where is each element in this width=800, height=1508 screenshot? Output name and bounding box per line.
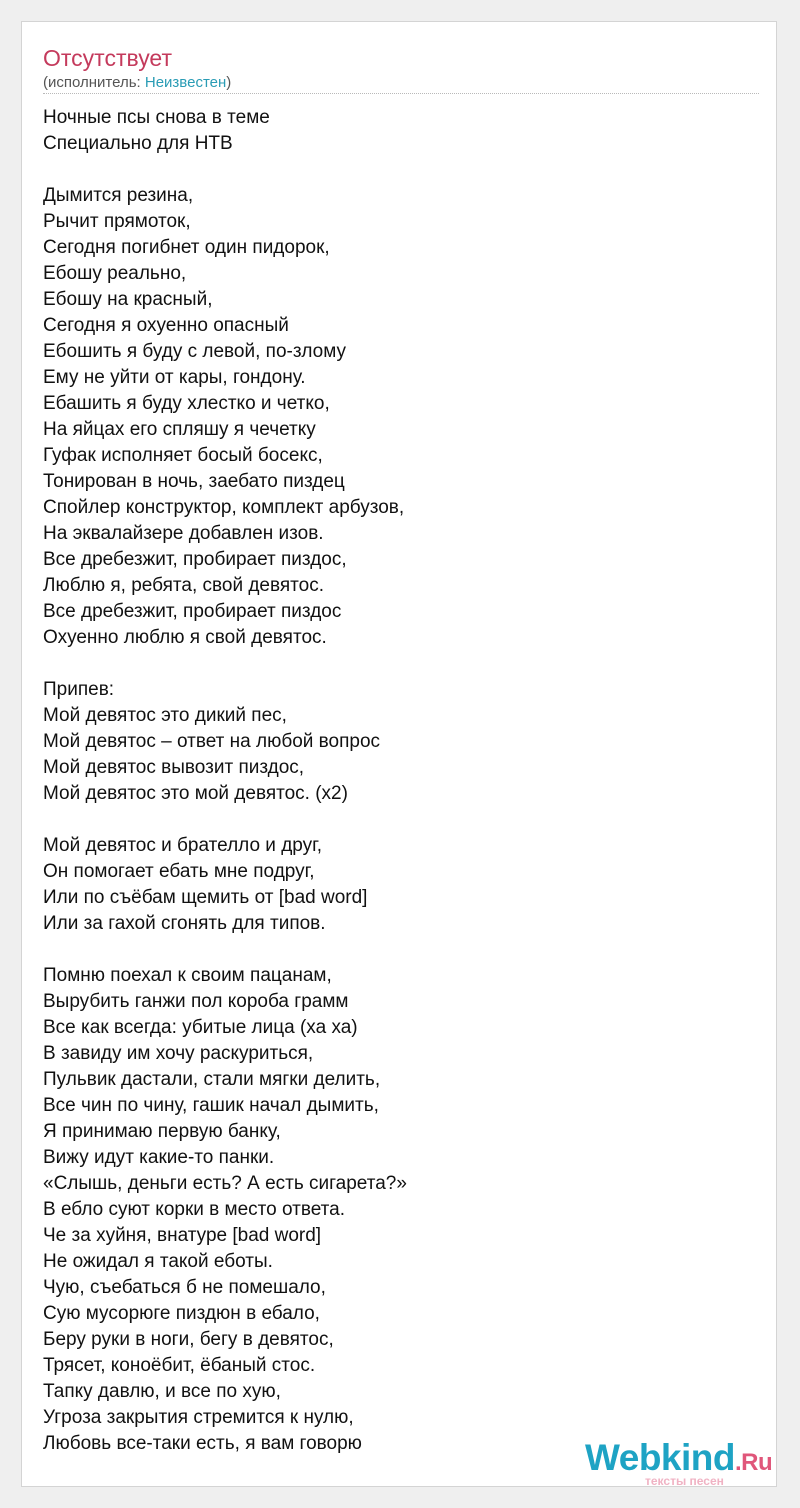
stanza-gap bbox=[43, 807, 753, 833]
lyrics-text bbox=[43, 105, 753, 1457]
lyric-line: Спойлер конструктор, комплект арбузов, bbox=[43, 497, 405, 518]
song-title: Отсутствует bbox=[43, 45, 172, 71]
lyric-line: Люблю я, ребята, свой девятос. bbox=[43, 575, 324, 596]
title-divider bbox=[43, 93, 759, 94]
lyric-line: Специально для НТВ bbox=[43, 133, 233, 154]
lyric-line: Все дребезжит, пробирает пиздос, bbox=[43, 549, 347, 570]
lyric-line: Рычит прямоток, bbox=[43, 211, 191, 232]
lyric-line: Все дребезжит, пробирает пиздос bbox=[43, 601, 342, 622]
lyric-line: Помню поехал к своим пацанам, bbox=[43, 965, 332, 986]
lyric-line: Ебошить я буду с левой, по-злому bbox=[43, 341, 346, 362]
lyric-line: Вырубить ганжи пол короба грамм bbox=[43, 991, 349, 1012]
stanza-gap bbox=[43, 157, 753, 183]
lyric-line: Сую мусорюге пиздюн в ебало, bbox=[43, 1303, 320, 1324]
lyric-line: Угроза закрытия стремится к нулю, bbox=[43, 1407, 354, 1428]
lyric-line: Сегодня погибнет один пидорок, bbox=[43, 237, 330, 258]
lyric-line: В завиду им хочу раскуриться, bbox=[43, 1043, 314, 1064]
lyric-line: Он помогает ебать мне подруг, bbox=[43, 861, 315, 882]
lyric-line: На яйцах его спляшу я чечетку bbox=[43, 419, 316, 440]
lyric-line: Я принимаю первую банку, bbox=[43, 1121, 281, 1142]
lyric-line: Любовь все-таки есть, я вам говорю bbox=[43, 1433, 362, 1454]
lyric-line: Чую, съебаться б не помешало, bbox=[43, 1277, 326, 1298]
lyric-line: Сегодня я охуенно опасный bbox=[43, 315, 289, 336]
lyric-line: Все чин по чину, гашик начал дымить, bbox=[43, 1095, 379, 1116]
lyric-line: Вижу идут какие-то панки. bbox=[43, 1147, 275, 1168]
artist-line bbox=[43, 74, 231, 92]
lyric-line: Беру руки в ноги, бегу в девятос, bbox=[43, 1329, 334, 1350]
lyric-line: Не ожидал я такой еботы. bbox=[43, 1251, 273, 1272]
stanza-gap bbox=[43, 651, 753, 677]
webkind-watermark bbox=[585, 1438, 785, 1488]
artist-suffix: ) bbox=[226, 74, 232, 91]
watermark-subtitle: тексты песен bbox=[645, 1474, 724, 1488]
lyric-line: Все как всегда: убитые лица (ха ха) bbox=[43, 1017, 358, 1038]
lyric-line: Пульвик дастали, стали мягки делить, bbox=[43, 1069, 381, 1090]
watermark-tld: .Ru bbox=[735, 1449, 773, 1476]
lyric-line: Тапку давлю, и все по хую, bbox=[43, 1381, 281, 1402]
lyric-line: Ебашить я буду хлестко и четко, bbox=[43, 393, 330, 414]
lyric-line: Или по съёбам щемить от [bad word] bbox=[43, 887, 368, 908]
lyric-line: Ему не уйти от кары, гондону. bbox=[43, 367, 306, 388]
lyric-line: В ебло суют корки в место ответа. bbox=[43, 1199, 345, 1220]
lyric-line: Припев: bbox=[43, 679, 115, 700]
lyric-line: Гуфак исполняет босый босекс, bbox=[43, 445, 323, 466]
lyric-line: Че за хуйня, внатуре [bad word] bbox=[43, 1225, 322, 1246]
lyric-line: Трясет, коноёбит, ёбаный стос. bbox=[43, 1355, 316, 1376]
lyric-line: Или за гахой сгонять для типов. bbox=[43, 913, 326, 934]
lyric-line: Ночные псы снова в теме bbox=[43, 107, 270, 128]
lyric-line: Дымится резина, bbox=[43, 185, 194, 206]
stanza-gap bbox=[43, 937, 753, 963]
lyric-line: Мой девятос вывозит пиздос, bbox=[43, 757, 305, 778]
lyric-line: Ебошу на красный, bbox=[43, 289, 213, 310]
lyric-line: Тонирован в ночь, заебато пиздец bbox=[43, 471, 345, 492]
watermark-name: Webkind bbox=[585, 1437, 735, 1478]
lyric-line: Мой девятос – ответ на любой вопрос bbox=[43, 731, 381, 752]
lyric-line: Охуенно люблю я свой девятос. bbox=[43, 627, 327, 648]
artist-prefix: (исполнитель: bbox=[43, 74, 145, 91]
lyric-line: На эквалайзере добавлен изов. bbox=[43, 523, 324, 544]
lyric-line: Ебошу реально, bbox=[43, 263, 187, 284]
lyric-line: Мой девятос это дикий пес, bbox=[43, 705, 287, 726]
lyric-line: «Слышь, деньги есть? А есть сигарета?» bbox=[43, 1173, 407, 1194]
lyric-line: Мой девятос и брателло и друг, bbox=[43, 835, 323, 856]
lyric-line: Мой девятос это мой девятос. (x2) bbox=[43, 783, 348, 804]
lyrics-card bbox=[21, 21, 777, 1487]
artist-link[interactable]: Неизвестен bbox=[144, 74, 227, 91]
